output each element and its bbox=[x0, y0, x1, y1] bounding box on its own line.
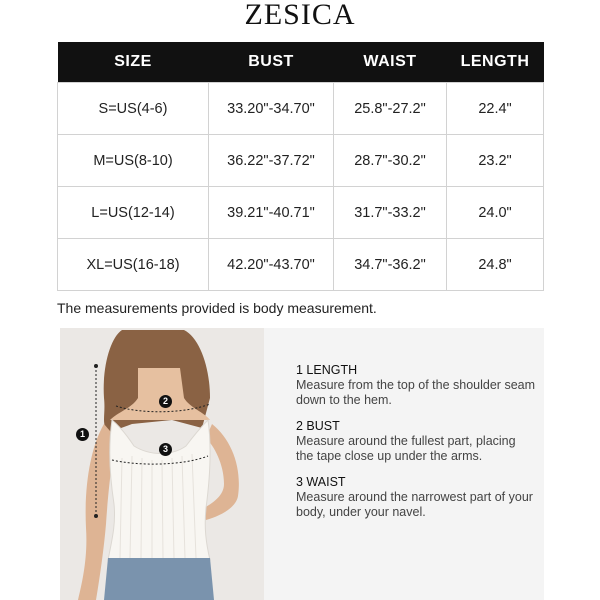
step-bust bbox=[296, 419, 536, 464]
cell-length: 24.0" bbox=[447, 187, 544, 239]
cell-length: 23.2" bbox=[447, 135, 544, 187]
table-row bbox=[58, 83, 544, 135]
table-row bbox=[58, 239, 544, 291]
cell-bust: 39.21"-40.71" bbox=[209, 187, 334, 239]
measurement-instructions bbox=[296, 363, 536, 531]
step-waist bbox=[296, 475, 536, 520]
step-title: 1 LENGTH bbox=[296, 363, 358, 377]
header-waist: WAIST bbox=[334, 42, 447, 83]
cell-bust: 33.20"-34.70" bbox=[209, 83, 334, 135]
cell-waist: 31.7"-33.2" bbox=[334, 187, 447, 239]
marker-length: 1 bbox=[76, 428, 89, 441]
measurement-note: The measurements provided is body measurement. bbox=[57, 300, 377, 316]
cell-bust: 36.22"-37.72" bbox=[209, 135, 334, 187]
cell-length: 22.4" bbox=[447, 83, 544, 135]
header-bust: BUST bbox=[209, 42, 334, 83]
table-header-row bbox=[58, 42, 544, 83]
cell-waist: 25.8"-27.2" bbox=[334, 83, 447, 135]
cell-size: XL=US(16-18) bbox=[58, 239, 209, 291]
brand-logo: ZESICA bbox=[244, 0, 356, 31]
step-length bbox=[296, 363, 536, 408]
model-photo bbox=[60, 328, 264, 600]
model-illustration bbox=[60, 328, 264, 600]
cell-waist: 34.7"-36.2" bbox=[334, 239, 447, 291]
step-description: Measure around the narrowest part of your body, under your navel. bbox=[296, 490, 533, 519]
marker-bust: 2 bbox=[159, 395, 172, 408]
table-row bbox=[58, 135, 544, 187]
cell-size: S=US(4-6) bbox=[58, 83, 209, 135]
table-row bbox=[58, 187, 544, 239]
cell-waist: 28.7"-30.2" bbox=[334, 135, 447, 187]
cell-size: L=US(12-14) bbox=[58, 187, 209, 239]
step-description: Measure from the top of the shoulder seam down to the hem. bbox=[296, 378, 536, 407]
header-size: SIZE bbox=[58, 42, 209, 83]
cell-size: M=US(8-10) bbox=[58, 135, 209, 187]
marker-waist: 3 bbox=[159, 443, 172, 456]
header-length: LENGTH bbox=[447, 42, 544, 83]
size-chart-table bbox=[57, 42, 544, 291]
step-description: Measure around the fullest part, placing the tape close up under the arms. bbox=[296, 434, 516, 463]
step-title: 2 BUST bbox=[296, 419, 340, 433]
cell-bust: 42.20"-43.70" bbox=[209, 239, 334, 291]
cell-length: 24.8" bbox=[447, 239, 544, 291]
step-title: 3 WAIST bbox=[296, 475, 346, 489]
